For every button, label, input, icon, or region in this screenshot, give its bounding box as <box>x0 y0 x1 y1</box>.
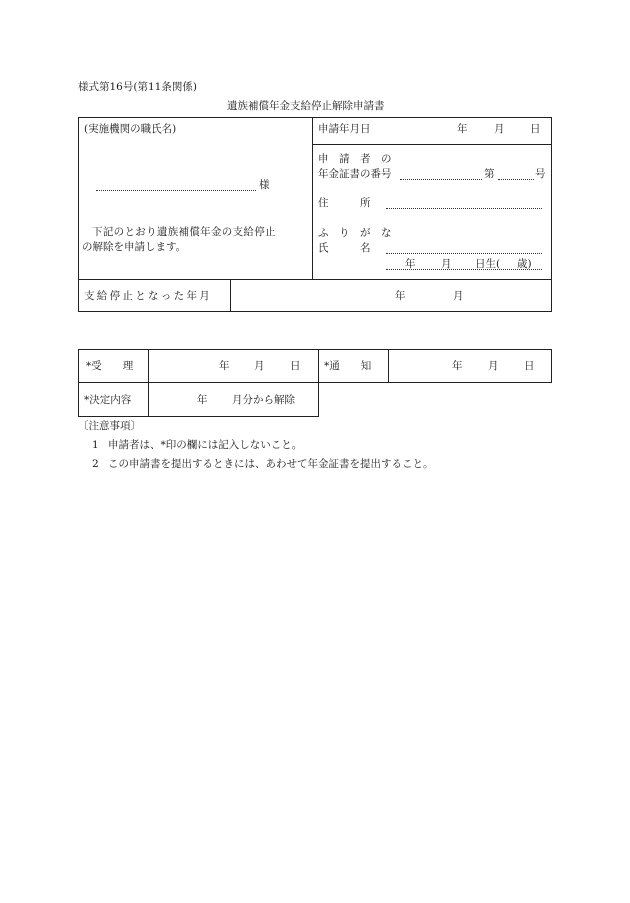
suspension-row-divider <box>78 279 552 280</box>
statement-line2: の解除を申請します。 <box>82 241 187 253</box>
pension-cert-number-field-2[interactable] <box>498 179 534 180</box>
receipt-day: 日 <box>290 360 301 372</box>
suspension-label: 支給停止となった年月 <box>84 290 213 302</box>
office-table-row1 <box>78 349 552 383</box>
suspension-month: 月 <box>453 290 464 302</box>
notes-heading: 〔注意事項〕 <box>78 420 141 432</box>
receipt-year: 年 <box>219 360 230 372</box>
statement-line1: 下記のとおり遺族補償年金の支給停止 <box>92 226 276 238</box>
honorific: 様 <box>259 179 270 191</box>
birth-year: 年 <box>405 258 416 270</box>
note-1-number: 1 <box>92 439 99 451</box>
furigana-label: ふ り が な <box>318 227 392 239</box>
notice-day: 日 <box>524 360 535 372</box>
office-divider-1 <box>148 349 149 383</box>
date-row-divider <box>312 144 552 145</box>
birth-date-field[interactable] <box>386 269 542 270</box>
suspension-year: 年 <box>395 290 406 302</box>
receipt-label: *受 理 <box>86 360 134 372</box>
pension-cert-go: 号 <box>535 168 546 180</box>
office-divider-4 <box>148 382 149 417</box>
office-divider-2 <box>318 349 319 383</box>
form-title: 遺族補償年金支給停止解除申請書 <box>227 100 385 112</box>
applicant-label: 申 請 者 の <box>318 153 392 165</box>
address-label: 住 所 <box>318 197 371 209</box>
receipt-month: 月 <box>254 360 265 372</box>
application-table <box>78 117 552 312</box>
org-name-field[interactable] <box>96 190 256 191</box>
age-suffix: 歳) <box>517 258 532 270</box>
address-field[interactable] <box>386 208 542 209</box>
name-label: 氏 名 <box>318 242 371 254</box>
notice-label: *通 知 <box>324 360 372 372</box>
org-label: (実施機関の職氏名) <box>84 123 177 135</box>
suspension-label-divider <box>230 279 231 312</box>
application-date-month: 月 <box>494 123 505 135</box>
birth-day-suffix: 日生( <box>475 258 501 270</box>
name-field[interactable] <box>386 253 542 254</box>
pension-cert-label: 年金証書の番号 <box>318 168 392 180</box>
note-2-text: この申請書を提出するときには、あわせて年金証書を提出すること。 <box>108 458 434 470</box>
pension-cert-dai: 第 <box>484 168 495 180</box>
birth-month: 月 <box>441 258 452 270</box>
office-divider-3 <box>388 349 389 383</box>
notice-year: 年 <box>452 360 463 372</box>
notice-month: 月 <box>488 360 499 372</box>
decision-text: 月分から解除 <box>232 394 295 406</box>
note-1-text: 申請者は、*印の欄には記入しないこと。 <box>108 439 303 451</box>
application-date-day: 日 <box>530 123 541 135</box>
form-number: 様式第16号(第11条関係) <box>78 81 197 93</box>
pension-cert-number-field[interactable] <box>400 179 482 180</box>
application-date-label: 申請年月日 <box>318 123 371 135</box>
decision-label: *決定内容 <box>84 394 132 406</box>
note-2-number: 2 <box>92 458 99 470</box>
main-vertical-divider <box>312 117 313 279</box>
application-date-year: 年 <box>457 123 468 135</box>
decision-year: 年 <box>197 394 208 406</box>
